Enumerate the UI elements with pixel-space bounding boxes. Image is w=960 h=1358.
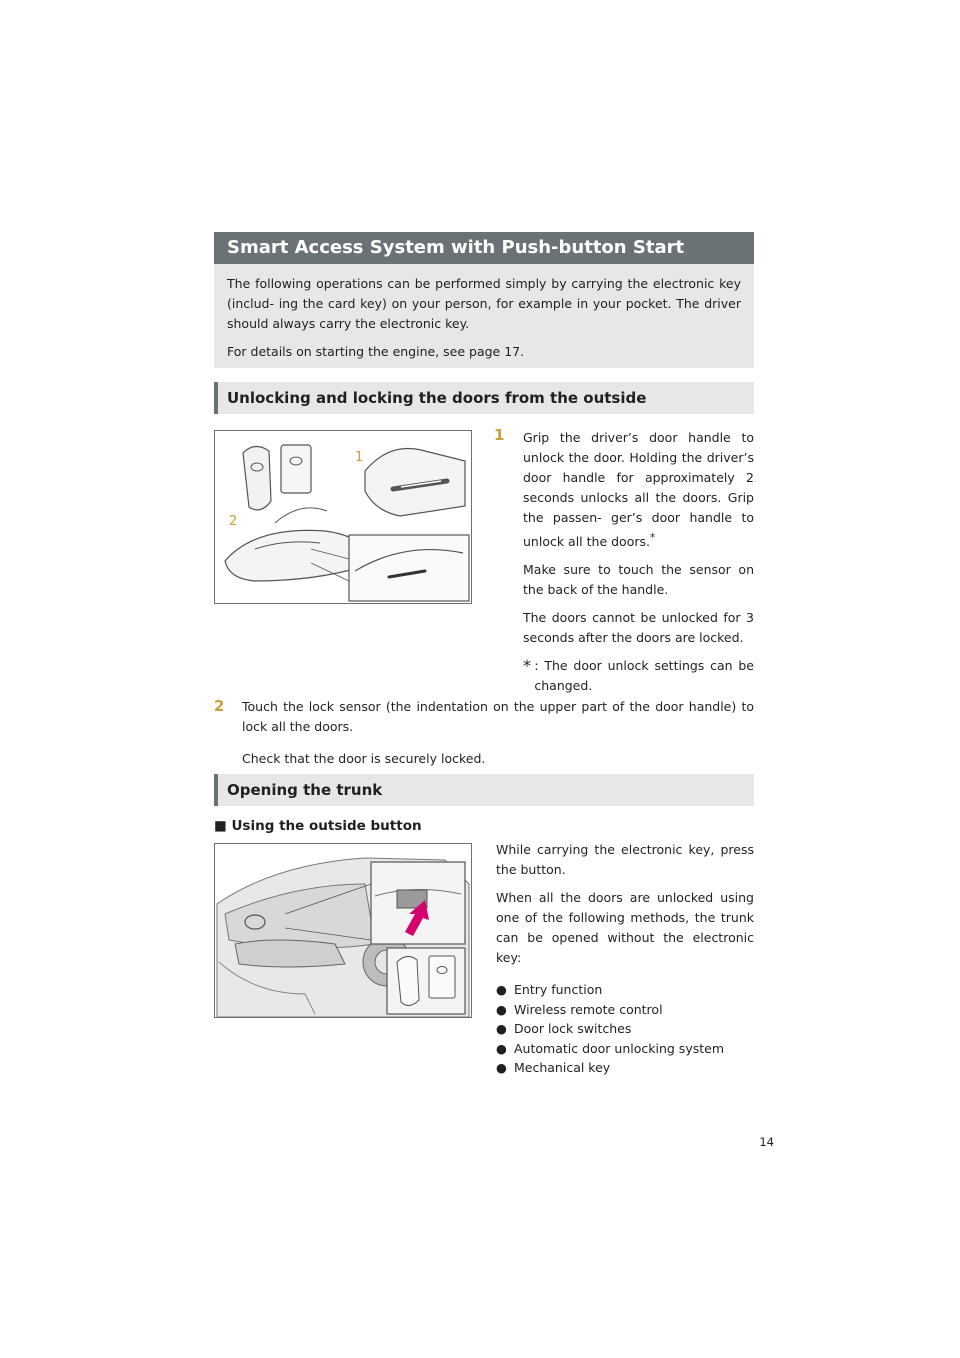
unlock-section-title: Unlocking and locking the doors from the outside [214,382,754,414]
trunk-paragraph-2: When all the doors are unlocked using one of the following methods, the trunk can be opened without the electronic key: [496,890,754,965]
footnote [523,656,754,696]
trunk-subheading [214,818,422,834]
step-number-2: 2 [214,697,225,715]
door-handle-figure [214,430,472,604]
step-2-text: Touch the lock sensor (the indentation on the upper part of the door handle) to lock all the doors. [242,699,754,734]
figure-label-2: 2 [229,514,238,529]
step-1-text: Grip the driver’s door handle to unlock the door. Holding the driver’s door handle for approximately 2 seconds unlocks all the doors. Grip the passen- ger’s door handle to unlock all the doors.* [523,430,754,550]
asterisk-mark: * [649,532,656,544]
subheading-mark: ■ [214,818,227,834]
list-item: ● Automatic door unlocking system [496,1040,724,1056]
list-item: ● Mechanical key [496,1060,611,1075]
method-list [496,980,754,1078]
trunk-section-title: Opening the trunk [214,774,754,806]
step-2-text-block [242,697,754,777]
list-item: ● Door lock switches [496,1021,632,1036]
trunk-paragraph-1: While carrying the electronic key, press the button. [496,842,754,877]
step-1-note-1: Make sure to touch the sensor on the back of the handle. [523,562,754,598]
list-item: ● Entry function [496,982,603,997]
section-title: Smart Access System with Push-button Start [214,232,754,264]
intro-box [214,264,754,368]
intro-paragraph-2: For details on starting the engine, see page 17. [227,344,525,359]
step-2-note: Check that the door is securely locked. [242,751,486,766]
footnote-text: : The door unlock settings can be changed. [534,658,754,694]
step-1-note-2: The doors cannot be unlocked for 3 seconds after the doors are locked. [523,610,754,646]
trunk-figure [214,843,472,1018]
list-item: ● Wireless remote control [496,1001,663,1017]
door-handle-illustration [215,431,471,603]
figure-label-1: 1 [355,450,364,465]
trunk-button-illustration [215,844,471,1017]
page-number: 14 [759,1135,774,1149]
subheading-text: Using the outside button [231,818,422,834]
intro-paragraph-1: The following operations can be performed simply by carrying the electronic key (includ- ing the card key) on your person, for example in your pocket. The driver should always carry the electronic key. [227,276,741,331]
trunk-text-block [496,840,754,1078]
step-number-1: 1 [494,426,505,444]
step-1-text-block [523,428,754,696]
footnote-mark: * [523,656,531,676]
